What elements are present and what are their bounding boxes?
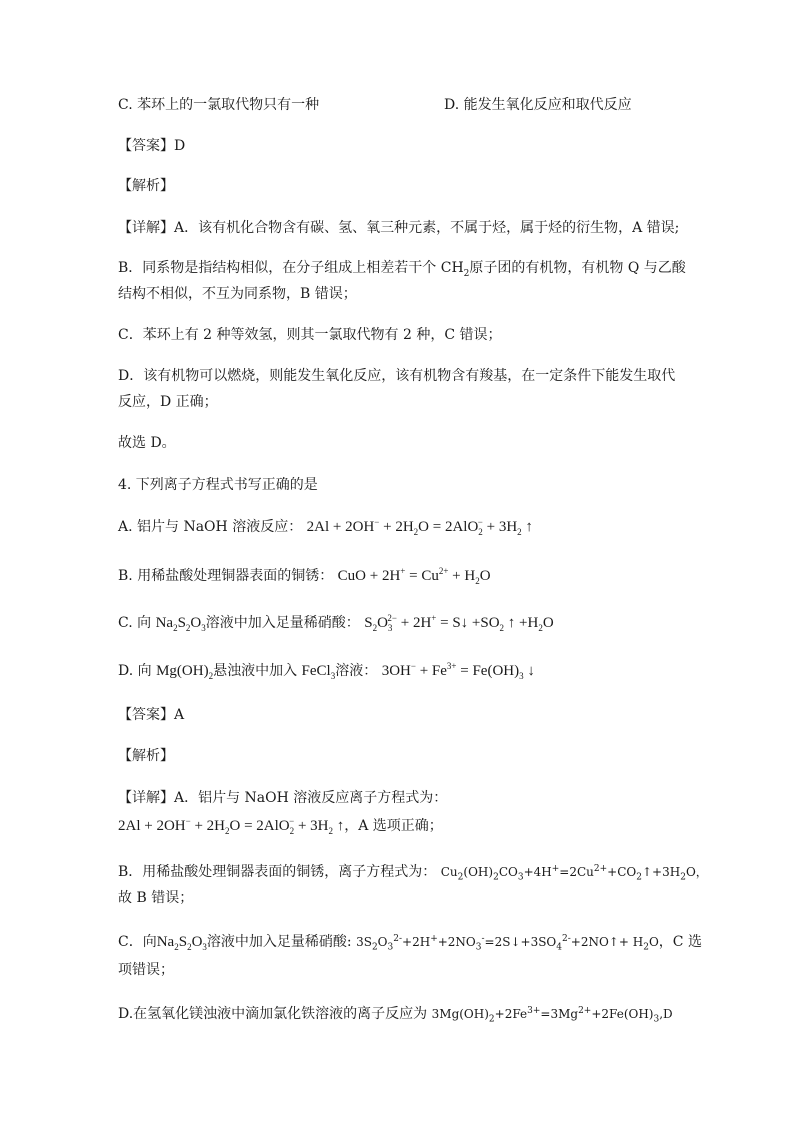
q4-detail-a-post: ，A 选项正确； <box>344 818 443 834</box>
q4-option-b-label: B. 用稀盐酸处理铜器表面的铜锈： <box>118 568 334 584</box>
q4-option-c-label: C. 向 <box>118 615 152 631</box>
q4-option-c <box>118 613 554 633</box>
q4-option-b-equation: CuO + $2H^+ = Cu^{2+} + H_2O$ <box>337 566 491 586</box>
choose-line: 故选 D。 <box>118 435 176 451</box>
q4-option-c-equation: $S_2O_3^{2-} + 2H^+$ = S↓ $+SO_2$ ↑ $+H_2O$ <box>364 613 554 633</box>
q4-detail-c-equation: $3S_2O_3^{2-}+2H^++2NO_3^-=2S↓+3SO_4^{2-}+2NO↑+ H_2O$ <box>356 934 659 953</box>
q4-detail-a-equation: $2Al + 2OH^- + 2H_2O = 2AlO_2^- + 3H_2$ ↑ <box>118 816 345 836</box>
q4-detail-c-mid: 溶液中加入足量稀硝酸: <box>206 934 352 950</box>
q4-detail-c-pre: C．向 <box>118 934 157 950</box>
q4-stem: 4. 下列离子方程式书写正确的是 <box>118 477 318 493</box>
q4-detail-a-line1: 【详解】A．铝片与 NaOH 溶液反应离子方程式为： <box>118 790 448 806</box>
q4-detail-d-text: D.在氢氧化镁浊液中滴加氯化铁溶液的离子反应为 <box>118 1006 428 1022</box>
q4-option-c-mid: 溶液中加入足量稀硝酸： <box>205 615 360 631</box>
option-d: D. 能发生氧化反应和取代反应 <box>444 97 632 113</box>
q4-option-c-formula: $Na_2S_2O_3$ <box>155 615 206 633</box>
q4-option-a-label: A. 铝片与 NaOH 溶液反应： <box>118 519 303 535</box>
q4-detail-b-text: B．用稀盐酸处理铜器表面的铜锈，离子方程式为： <box>118 864 437 880</box>
q4-option-d-equation: $3OH^- + Fe^{3+} = Fe(OH)_3$ ↓ <box>381 661 535 681</box>
detail-d-line2: 反应，D 正确； <box>118 394 218 410</box>
q4-detail-b-line1 <box>118 862 708 882</box>
q4-option-a <box>118 517 533 537</box>
q4-detail-a-line2 <box>118 816 443 836</box>
q4-option-d <box>118 661 535 681</box>
q4-option-a-equation: $2Al + 2OH^- + 2H_2O = 2AlO_2^- + 3H_2$ ↑ <box>306 517 533 537</box>
q4-analysis-label: 【解析】 <box>118 748 174 764</box>
detail-d-line1: D．该有机物可以燃烧，则能发生氧化反应，该有机物含有羧基，在一定条件下能发生取代 <box>118 368 676 384</box>
q4-detail-c-post: ，C 选 <box>658 934 702 950</box>
option-c: C. 苯环上的一氯取代物只有一种 <box>118 97 320 113</box>
answer-label: 【答案】D <box>118 138 186 154</box>
q4-detail-b-line2: 故 B 错误； <box>118 890 194 906</box>
detail-b-line1 <box>118 258 686 278</box>
q4-option-d-label: D. 向 <box>118 663 152 679</box>
q4-option-b <box>118 566 491 586</box>
q4-option-d-fecl3: FeCl$_3$ <box>301 663 336 681</box>
q4-answer-label: 【答案】A <box>118 707 185 723</box>
detail-b-pre: B．同系物是指结构相似，在分子组成上相差若干个 CH <box>118 260 464 276</box>
detail-a: 【详解】A．该有机化合物含有碳、氢、氧三种元素，不属于烃，属于烃的衍生物，A 错误; <box>118 220 680 236</box>
q4-option-d-mid2: 溶液： <box>335 663 378 679</box>
detail-b-sub: 2 <box>463 268 470 279</box>
q4-detail-b-equation: $Cu_2(OH)_2CO_3+4H^+=2Cu^{2+}+CO_2↑+3H_2O$， <box>440 864 708 883</box>
detail-b-line2: 结构不相似，不互为同系物，B 错误； <box>118 286 357 302</box>
q4-option-d-mid: 悬浊液中加入 <box>213 663 298 679</box>
q4-detail-c-line2: 项错误； <box>118 962 174 978</box>
detail-b-post: 原子团的有机物，有机物 Q 与乙酸 <box>469 260 686 276</box>
q4-detail-d-equation: $3Mg(OH)_2+2Fe^{3+}=3Mg^{2+}+2Fe(OH)_3,D$ <box>431 1006 673 1025</box>
q4-detail-c-formula: $Na_2S_2O_3$ <box>156 934 207 952</box>
q4-option-d-formula: $Mg(OH)_2$ <box>156 663 214 681</box>
q4-detail-c-line1 <box>118 932 702 952</box>
detail-c: C．苯环上有 2 种等效氢，则其一氯取代物有 2 种，C 错误； <box>118 327 502 343</box>
q4-detail-d-line1 <box>118 1004 673 1024</box>
analysis-label: 【解析】 <box>118 178 174 194</box>
